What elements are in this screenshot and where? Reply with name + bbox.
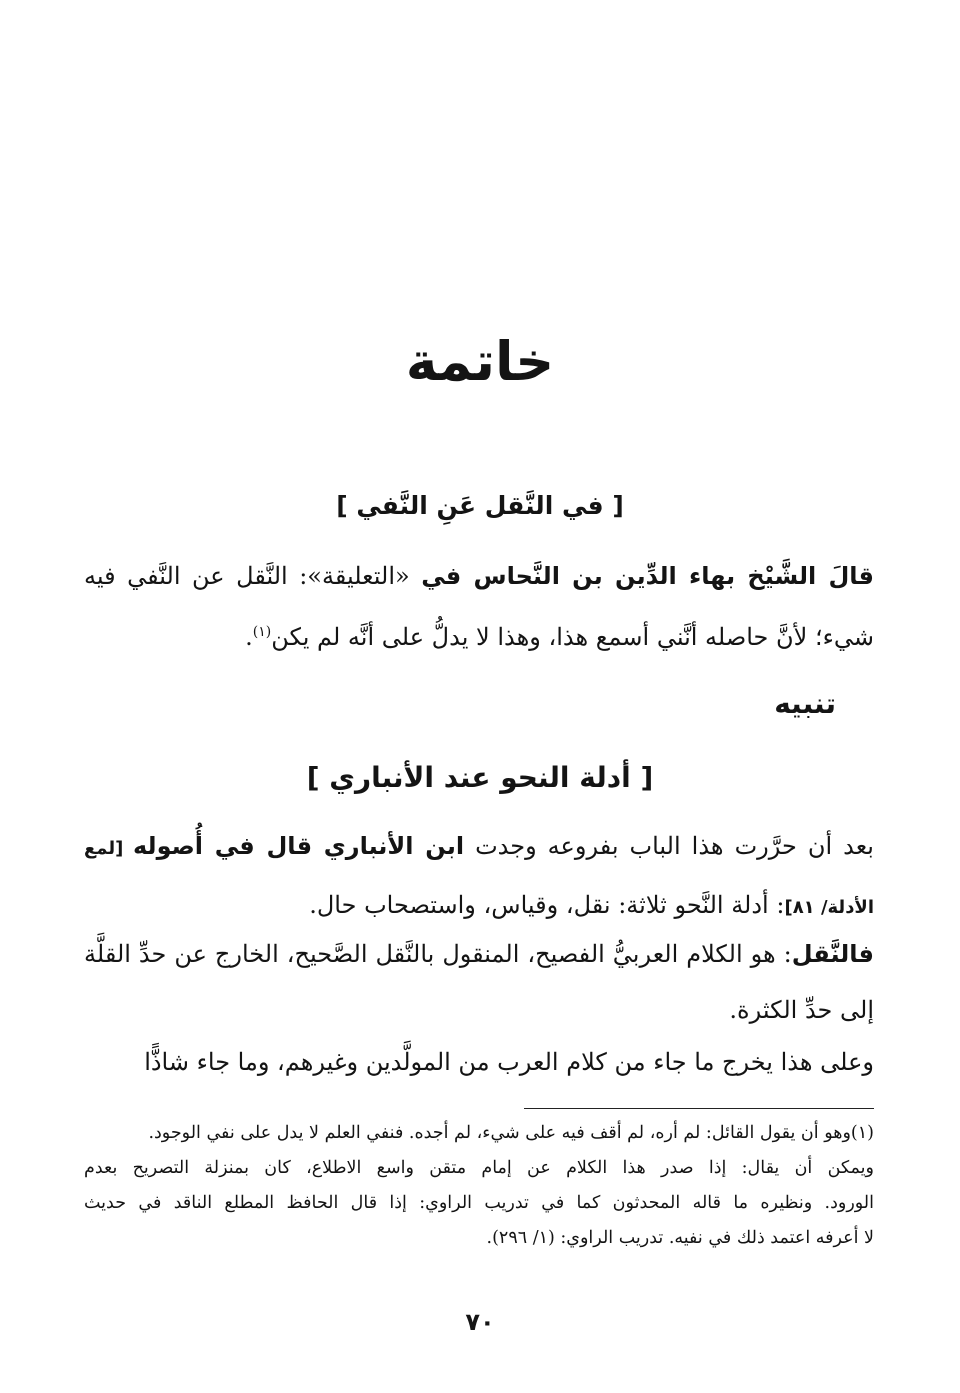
footnote-separator (524, 1108, 874, 1109)
paragraph-naql-definition (84, 926, 874, 1038)
footnote-line: الورود. ونظيره ما قاله المحدثون كما في تدريب الراوي: إذا قال الحافظ المطلع الناقد في حديث (84, 1193, 874, 1213)
footnote-line: لا أعرفه اعتمد ذلك في نفيه. تدريب الراوي: (١/ ٢٩٦). (486, 1228, 874, 1248)
paragraph-continuation: وعلى هذا يخرج ما جاء من كلام العرب من المولَّدين وغيرهم، وما جاء شاذًّا (144, 1048, 874, 1076)
page-number: ٧٠ (465, 1308, 495, 1336)
section-heading-anbari: [ أدلة النحو عند الأنباري ] (306, 761, 654, 794)
definition-text: : هو الكلام العربيُّ الفصيح، المنقول بالنَّقل الصَّحيح، الخارج عن حدِّ القلَّة إلى حدِّ الكثرة. (84, 940, 874, 1024)
source-reference: [لمع الأدلة/ ٨١] (84, 838, 874, 918)
section-heading-naql-nafy: [ في النَّقل عَنِ النَّفي ] (336, 491, 624, 520)
footnote-line: (١)وهو أن يقول القائل: لم أره، لم أقف فيه على شيء، لم أجده. فنفي العلم لا يدل على نفي الوجود. (148, 1123, 874, 1143)
intro-text: بعد أن حرَّرت هذا الباب بفروعه وجدت (464, 832, 874, 860)
evidence-list: : أدلة النَّحو ثلاثة: نقل، وقياس، واستصحاب حال. (309, 891, 785, 919)
speaker-name: قالَ الشَّيْخ بهاء الدِّين بن النَّحاس في (421, 562, 874, 590)
paragraph-anbari-intro (84, 818, 874, 936)
sentence-end: . (245, 623, 253, 651)
footnote-line: ويمكن أن يقال: إذا صدر هذا الكلام عن إمام متقن واسع الاطلاع، كان بمنزلة التصريح بعدم (84, 1158, 874, 1178)
note-heading: تنبيه (774, 687, 836, 720)
footnotes (84, 1116, 874, 1256)
chapter-title: خاتمة (405, 330, 555, 393)
footnote-reference: (١) (252, 624, 272, 640)
paragraph-nahhas-quote (84, 548, 874, 665)
anbari-name: ابن الأنباري قال في أُصوله (133, 832, 465, 860)
quote-text: «التعليقة»: النَّقل عن النَّفي فيه شيء؛ لأنَّ حاصله أنَّني أسمع هذا، وهذا لا يدلُّ على أنَّه لم يكن (84, 562, 874, 651)
term-naql: فالنَّقل (791, 940, 874, 968)
